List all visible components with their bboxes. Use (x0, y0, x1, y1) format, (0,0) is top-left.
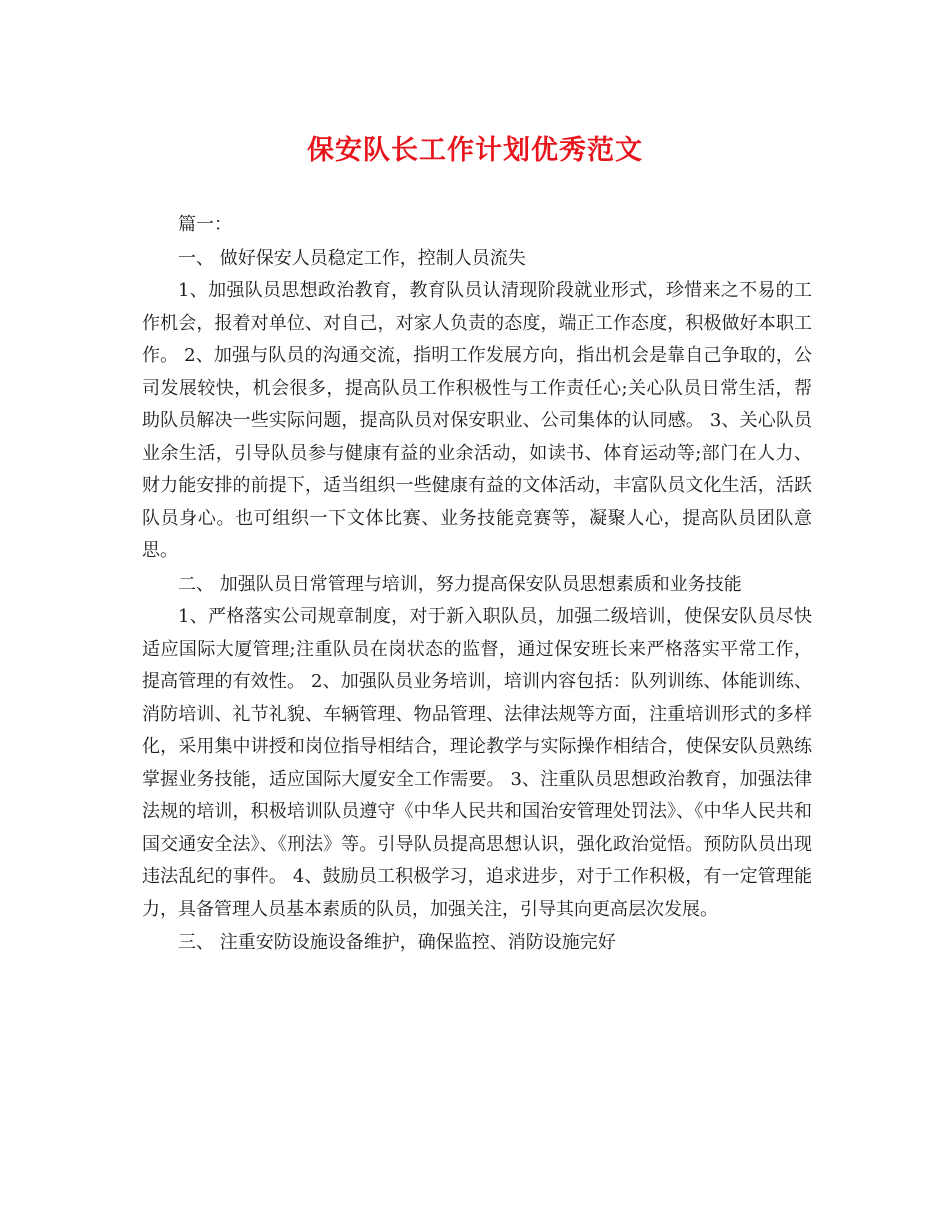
section-heading-1: 一、 做好保安人员稳定工作，控制人员流失 (178, 247, 526, 269)
section-heading-2: 二、 加强队员日常管理与培训，努力提高保安队员思想素质和业务技能 (178, 573, 742, 595)
paragraph-1: 1、加强队员思想政治教育，教育队员认清现阶段就业形式，珍惜来之不易的工作机会，报着对单位、对自己，对家人负责的态度，端正工作态度，积极做好本职工作。 2、加强与队员的沟通交流，指明工作发展方向，指出机会是靠自己争取的，公司发展较快，机会很多，提高队员工作积极性与工作责任心;关心队员日常生活，帮助队员解决一些实际问题，提高队员对保安职业、公司集体的认同感。 3、关心队员业余生活，引导队员参与健康有益的业余活动，如读书、体育运动等;部门在人力、财力能安排的前提下，适当组织一些健康有益的文体活动，丰富队员文化生活，活跃队员身心。也可组织一下文体比赛、业务技能竞赛等，凝聚人心，提高队员团队意思。 (142, 280, 812, 561)
document-body (142, 209, 812, 960)
section-heading-3: 三、 注重安防设施设备维护，确保监控、消防设施完好 (178, 932, 616, 953)
section-label: 篇一： (178, 214, 232, 235)
page-title: 保安队长工作计划优秀范文 (307, 135, 643, 166)
paragraph-2: 1、严格落实公司规章制度，对于新入职队员，加强二级培训，使保安队员尽快适应国际大厦管理;注重队员在岗状态的监督，通过保安班长来严格落实平常工作，提高管理的有效性。 2、加强队员业务培训，培训内容包括：队列训练、体能训练、消防培训、礼节礼貌、车辆管理、物品管理、法律法规等方面，注重培训形式的多样化，采用集中讲授和岗位指导相结合，理论教学与实际操作相结合，使保安队员熟练掌握业务技能，适应国际大厦安全工作需要。 3、注重队员思想政治教育，加强法律法规的培训，积极培训队员遵守《中华人民共和国治安管理处罚法》、《中华人民共和国交通安全法》、《刑法》等。引导队员提高思想认识，强化政治觉悟。预防队员出现违法乱纪的事件。 4、鼓励员工积极学习，追求进步，对于工作积极，有一定管理能力，具备管理人员基本素质的队员，加强关注，引导其向更高层次发展。 (142, 606, 812, 920)
